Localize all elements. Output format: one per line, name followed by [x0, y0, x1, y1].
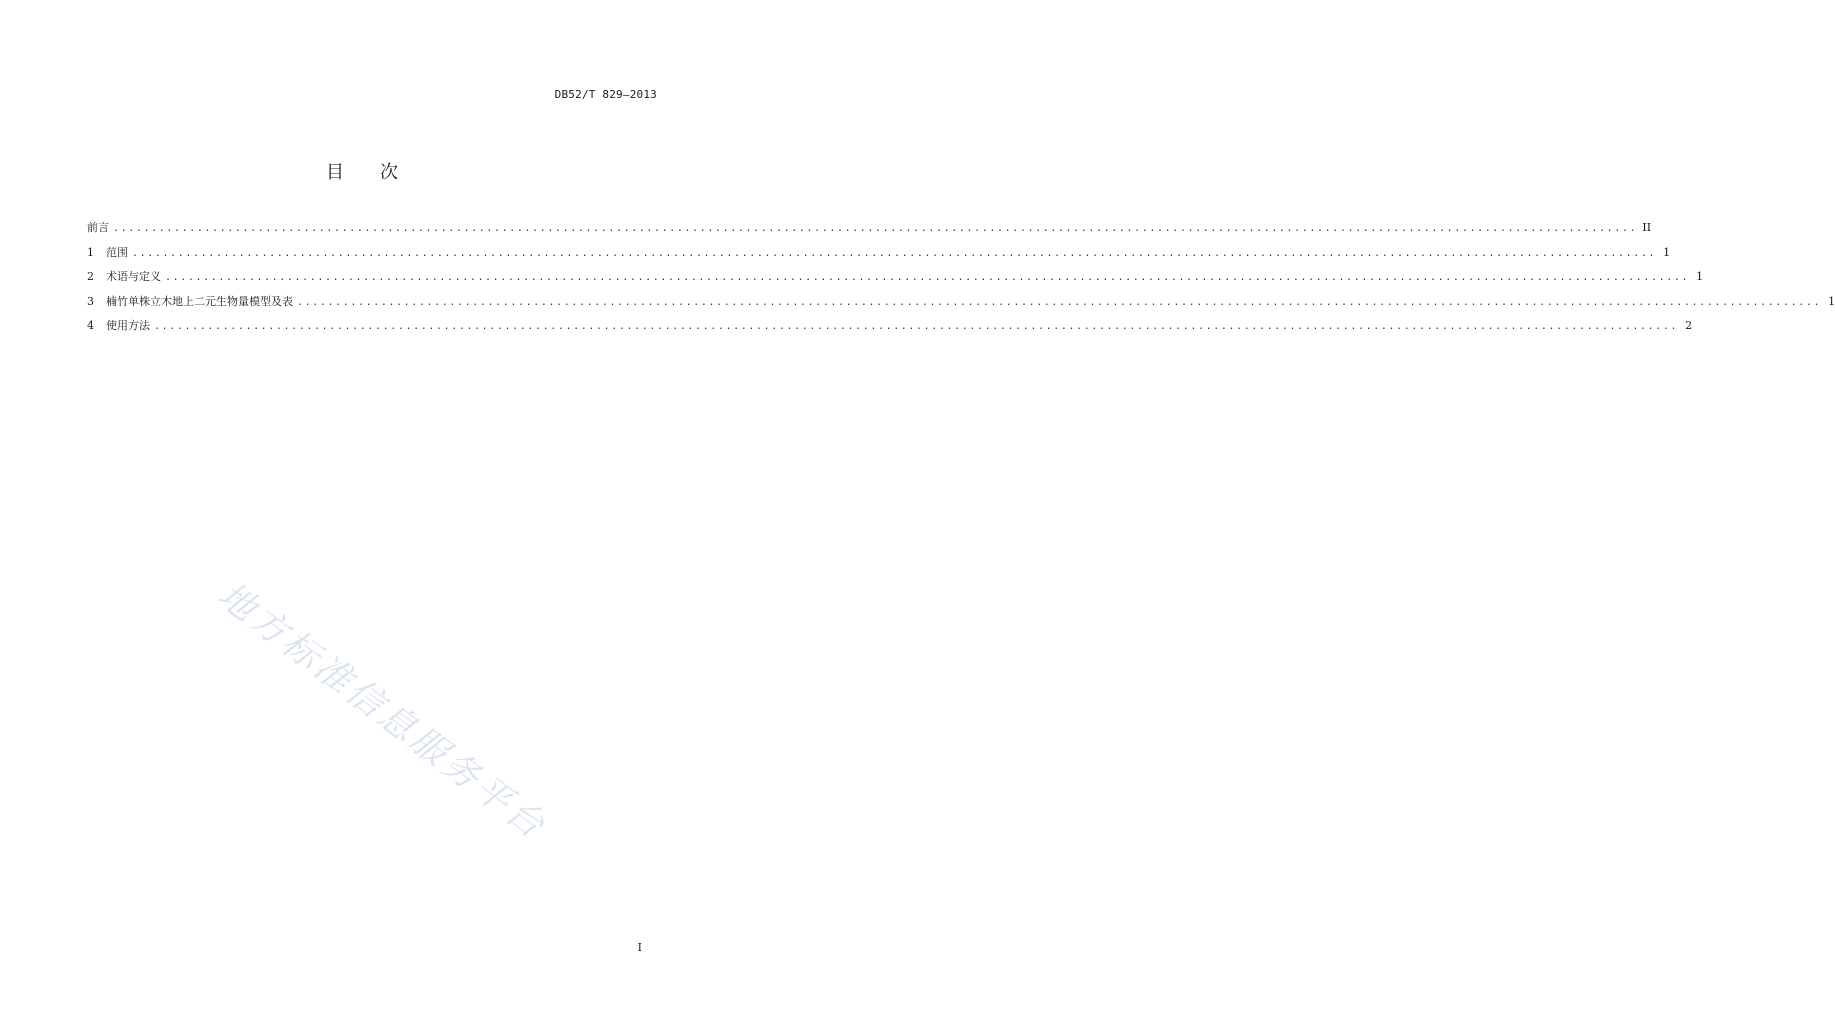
toc-entry-number: 1	[87, 245, 94, 259]
toc-leader-dots: ........................................................................................................................................................................................................	[154, 321, 1679, 332]
watermark-text: 地方标准信息服务平台	[210, 574, 555, 849]
toc-entry-page: II	[1642, 221, 1652, 234]
toc-entry-number: 4	[87, 319, 94, 332]
toc-entry-number: 3	[87, 294, 94, 308]
toc-entry-foreword[interactable]	[87, 216, 1652, 241]
toc-entry-label: 楠竹单株立木地上二元生物量模型及表	[106, 294, 293, 308]
toc-entry-page: 1	[1828, 294, 1835, 308]
page-number: I	[637, 941, 642, 954]
toc-entry-label: 使用方法	[106, 319, 150, 332]
toc-leader-dots: ........................................................................................................................................................................................................	[132, 247, 1657, 259]
toc-entry-page: 1	[1663, 245, 1671, 259]
toc-entry-page: 2	[1685, 319, 1693, 332]
toc-entry-terms[interactable]	[87, 265, 1704, 290]
toc-entry-label: 前言	[87, 221, 109, 234]
toc-leader-dots: ........................................................................................................................................................................................................	[297, 296, 1822, 308]
toc-entry-number: 2	[87, 270, 94, 283]
document-code: DB52/T 829—2013	[554, 88, 657, 101]
toc-title-left: 目	[326, 162, 344, 183]
toc-title-right: 次	[380, 162, 398, 183]
toc-title	[0, 158, 724, 184]
toc-entry-scope[interactable]	[87, 241, 1671, 266]
toc-entry-label: 术语与定义	[106, 270, 161, 283]
toc-entry-model[interactable]	[87, 290, 1835, 315]
toc-leader-dots: ........................................................................................................................................................................................................	[113, 223, 1638, 234]
toc-entry-label: 范围	[106, 245, 128, 259]
toc-entry-usage[interactable]	[87, 314, 1693, 339]
toc-entry-page: 1	[1696, 270, 1704, 283]
toc-list	[87, 216, 1835, 339]
toc-leader-dots: ........................................................................................................................................................................................................	[165, 272, 1690, 283]
